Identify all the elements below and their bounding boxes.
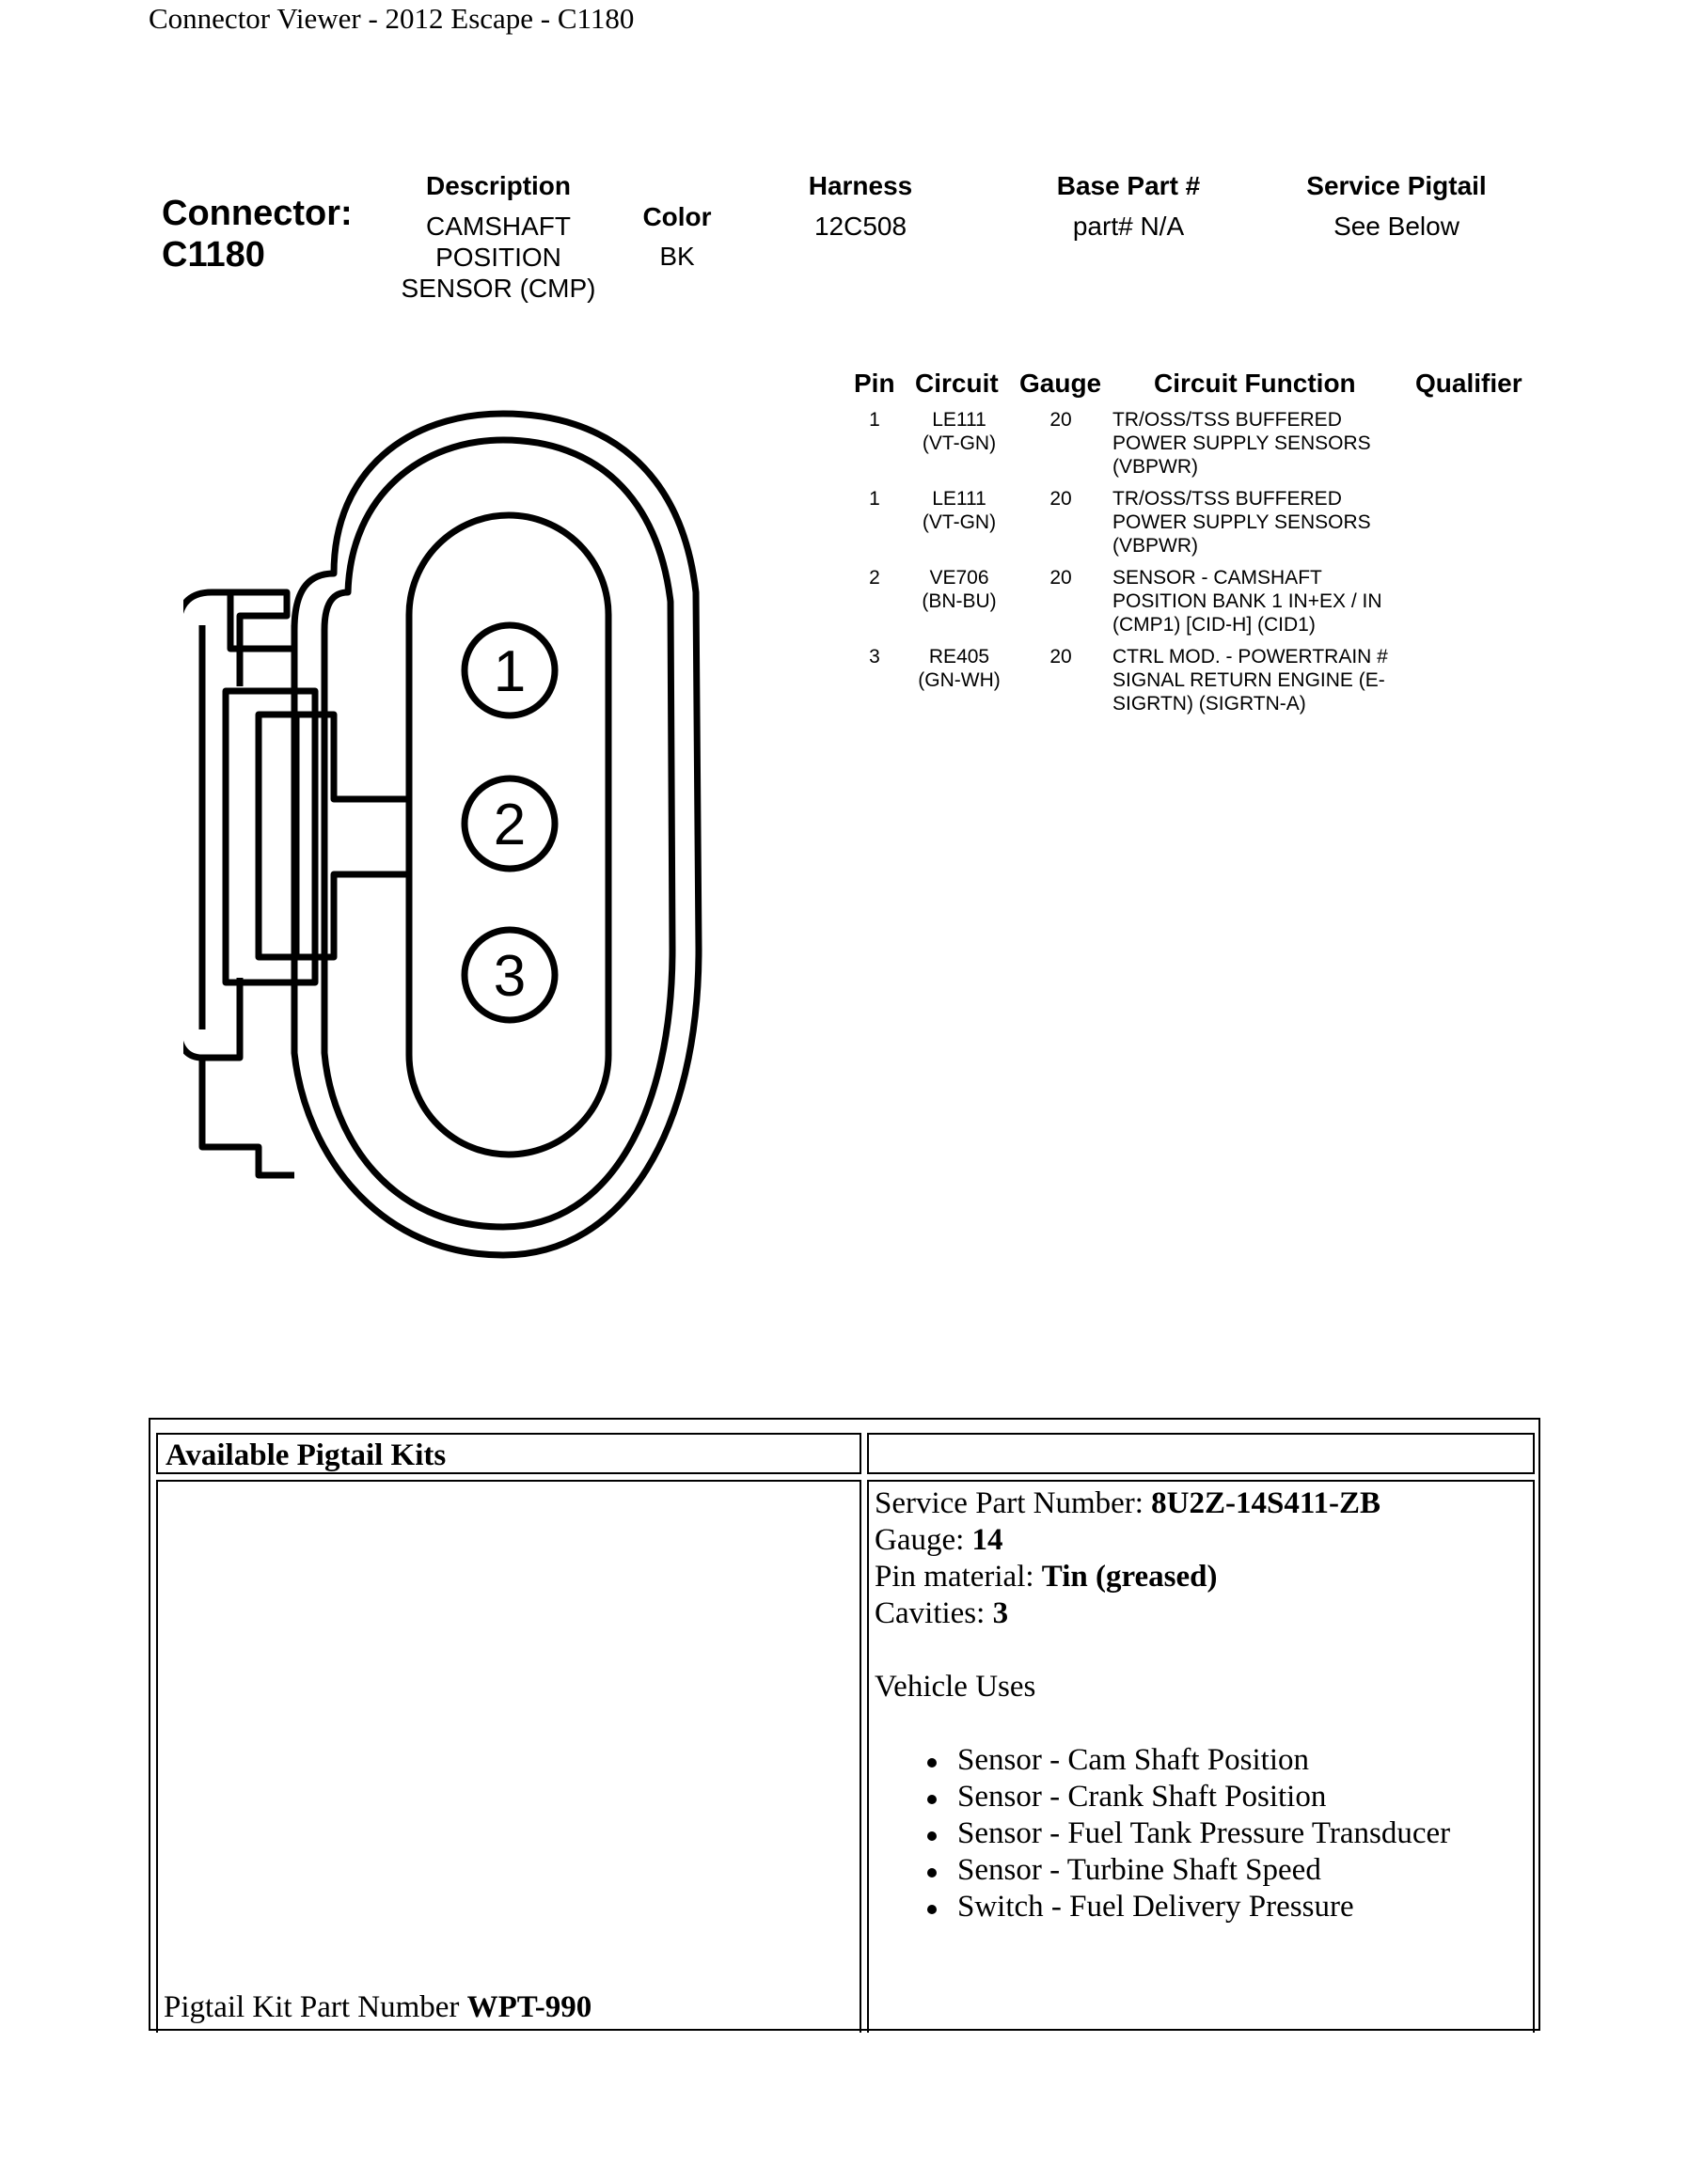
function-cell bbox=[1112, 408, 1423, 479]
service-part-label: Service Part Number: bbox=[875, 1486, 1144, 1520]
service-pigtail-header: Service Pigtail bbox=[1306, 171, 1487, 200]
connector-label-line1: Connector: bbox=[162, 194, 353, 233]
color-value: BK bbox=[659, 242, 695, 271]
pin-column-header: Pin bbox=[854, 369, 895, 398]
service-part-value: 8U2Z-14S411-ZB bbox=[1151, 1486, 1381, 1520]
pin-material-value: Tin (greased) bbox=[1041, 1560, 1218, 1594]
circuit-id: VE706 bbox=[929, 567, 989, 589]
latch-slot bbox=[259, 715, 296, 957]
gauge-cell: 20 bbox=[1049, 567, 1072, 589]
connector-face-diagram bbox=[183, 404, 823, 1269]
pin-number: 2 bbox=[869, 567, 880, 589]
gauge-label: Gauge: bbox=[875, 1523, 965, 1557]
kit-part-value: WPT-990 bbox=[466, 1990, 592, 2024]
circuit-id: LE111 bbox=[932, 488, 986, 510]
description-line: POSITION bbox=[435, 243, 561, 272]
pigtail-kits-header-cell bbox=[156, 1433, 861, 1474]
latch-tab bbox=[226, 691, 315, 982]
latch-lower bbox=[202, 1058, 294, 1175]
gauge-cell: 20 bbox=[1049, 409, 1072, 431]
pin-number: 1 bbox=[869, 488, 880, 510]
pigtail-kits-title: Available Pigtail Kits bbox=[166, 1438, 447, 1472]
list-item: Sensor - Cam Shaft Position bbox=[957, 1742, 1450, 1779]
gauge-column-header: Gauge bbox=[1019, 369, 1102, 398]
function-cell bbox=[1112, 566, 1423, 636]
circuit-cell bbox=[903, 566, 1016, 613]
kit-details-cell bbox=[867, 1480, 1535, 2033]
circuit-cell bbox=[903, 645, 1016, 692]
pin-2-label: 2 bbox=[493, 793, 527, 857]
function-line: TR/OSS/TSS BUFFERED bbox=[1112, 488, 1342, 510]
pin-number: 3 bbox=[869, 646, 880, 668]
gauge-cell: 20 bbox=[1049, 646, 1072, 668]
function-line: SIGNAL RETURN ENGINE (E- bbox=[1112, 669, 1385, 691]
service-pigtail-value: See Below bbox=[1333, 212, 1459, 241]
description-line: SENSOR (CMP) bbox=[401, 274, 596, 303]
pin-1-label: 1 bbox=[493, 639, 527, 704]
circuit-color: (VT-GN) bbox=[922, 511, 997, 533]
circuit-column-header: Circuit bbox=[915, 369, 999, 398]
pigtail-kits-header-cell-empty bbox=[867, 1433, 1535, 1474]
circuit-color: (VT-GN) bbox=[922, 432, 997, 454]
cavities-info bbox=[875, 1595, 1450, 1632]
pin-3-label: 3 bbox=[493, 944, 527, 1009]
description-line: CAMSHAFT bbox=[426, 212, 571, 241]
color-header: Color bbox=[642, 202, 712, 231]
function-cell bbox=[1112, 645, 1423, 715]
base-part-value: part# N/A bbox=[1072, 212, 1185, 241]
connector-label bbox=[162, 193, 353, 275]
gauge-value: 14 bbox=[971, 1523, 1003, 1557]
function-line: POSITION BANK 1 IN+EX / IN bbox=[1112, 590, 1382, 612]
cavities-label: Cavities: bbox=[875, 1596, 986, 1630]
kit-part-number bbox=[164, 1990, 592, 2025]
cavities-value: 3 bbox=[992, 1596, 1009, 1630]
function-line: TR/OSS/TSS BUFFERED bbox=[1112, 409, 1342, 431]
circuit-id: RE405 bbox=[928, 646, 990, 668]
base-part-header: Base Part # bbox=[1056, 171, 1201, 200]
kit-image-cell bbox=[156, 1480, 861, 2033]
pin-material-label: Pin material: bbox=[875, 1560, 1034, 1594]
function-line: SENSOR - CAMSHAFT bbox=[1112, 567, 1322, 589]
connector-id: C1180 bbox=[162, 235, 265, 275]
pin-number: 1 bbox=[869, 409, 880, 431]
circuit-color: (GN-WH) bbox=[918, 669, 1001, 691]
function-line: (CMP1) [CID-H] (CID1) bbox=[1112, 614, 1316, 636]
service-part-number bbox=[875, 1485, 1450, 1522]
page-title: Connector Viewer - 2012 Escape - C1180 bbox=[149, 2, 635, 35]
function-line: (VBPWR) bbox=[1112, 456, 1198, 478]
harness-header: Harness bbox=[808, 171, 913, 200]
pigtail-kits-table bbox=[149, 1418, 1540, 2031]
vehicle-uses-title: Vehicle Uses bbox=[875, 1670, 1036, 1704]
circuit-color: (BN-BU) bbox=[922, 590, 997, 612]
circuit-cell bbox=[903, 487, 1016, 534]
function-column-header: Circuit Function bbox=[1154, 369, 1356, 398]
harness-value: 12C508 bbox=[813, 212, 907, 241]
list-item: Switch - Fuel Delivery Pressure bbox=[957, 1889, 1450, 1925]
description-header: Description bbox=[425, 171, 572, 200]
function-line: (VBPWR) bbox=[1112, 535, 1198, 557]
circuit-cell bbox=[903, 408, 1016, 455]
kit-part-label: Pigtail Kit Part Number bbox=[164, 1990, 460, 2024]
function-line: CTRL MOD. - POWERTRAIN # bbox=[1112, 646, 1388, 668]
function-cell bbox=[1112, 487, 1423, 558]
list-item: Sensor - Turbine Shaft Speed bbox=[957, 1852, 1450, 1889]
gauge-info bbox=[875, 1522, 1450, 1559]
list-item: Sensor - Crank Shaft Position bbox=[957, 1779, 1450, 1815]
vehicle-uses-list bbox=[875, 1742, 1450, 1925]
qualifier-column-header: Qualifier bbox=[1415, 369, 1522, 398]
function-line: SIGRTN) (SIGRTN-A) bbox=[1112, 693, 1306, 715]
kit-details bbox=[875, 1485, 1450, 1925]
circuit-id: LE111 bbox=[932, 409, 986, 431]
gauge-cell: 20 bbox=[1049, 488, 1072, 510]
description-value bbox=[386, 211, 611, 304]
function-line: POWER SUPPLY SENSORS bbox=[1112, 432, 1371, 454]
function-line: POWER SUPPLY SENSORS bbox=[1112, 511, 1371, 533]
list-item: Sensor - Fuel Tank Pressure Transducer bbox=[957, 1816, 1451, 1850]
pin-material-info bbox=[875, 1559, 1450, 1595]
